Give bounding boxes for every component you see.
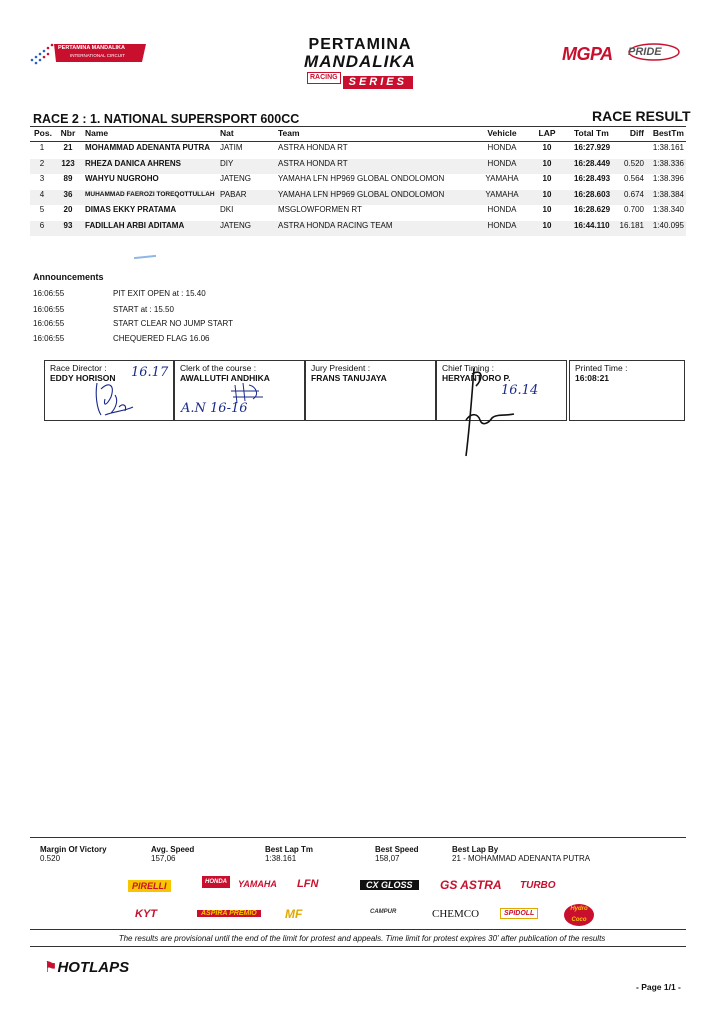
- row-best: 1:38.161: [652, 143, 684, 152]
- announcement-time: 16:06:55: [33, 305, 65, 314]
- clerk-label: Clerk of the course :: [180, 363, 257, 373]
- hotlaps-logo: [44, 958, 129, 976]
- col-name: Name: [85, 128, 109, 138]
- race-director-box: [44, 360, 174, 421]
- best-lap-time: [265, 845, 313, 863]
- race-director-handwritten: 16.17: [131, 365, 169, 380]
- chief-timing-label: Chief Timing :: [442, 363, 494, 373]
- col-diff: Diff: [629, 128, 644, 138]
- best-lap-by-label: Best Lap By: [452, 845, 499, 854]
- table-row: [30, 205, 686, 221]
- cx-gloss-logo: CX GLOSS: [360, 880, 419, 890]
- race-director-signature: [75, 375, 155, 419]
- announcement-message: CHEQUERED FLAG 16.06: [113, 334, 210, 343]
- mf-logo: MF: [285, 907, 303, 921]
- race-title: RACE 2 : 1. NATIONAL SUPERSPORT 600CC: [33, 112, 300, 126]
- row-vehicle: HONDA: [487, 143, 517, 152]
- printed-time-value: 16:08:21: [575, 373, 610, 383]
- row-nat: PABAR: [220, 189, 247, 199]
- row-best: 1:38.336: [652, 158, 684, 168]
- row-lap: 10: [542, 158, 552, 168]
- row-pos: 5: [39, 205, 45, 214]
- row-nat: JATENG: [220, 174, 251, 183]
- ink-mark: [134, 255, 156, 259]
- disclaimer-text: The results are provisional until the end of the limit for protest and appeals. Time limit for protest expires 30' after publication of the results: [118, 934, 606, 943]
- row-pos: 1: [39, 143, 45, 152]
- aspira-premio-logo: ASPIRA PREMIO: [197, 910, 261, 917]
- race-director-name: EDDY HORISON: [50, 373, 116, 383]
- best-lap-by: [452, 845, 590, 863]
- chief-timing-signature: [448, 364, 528, 460]
- chief-timing-handwritten: 16.14: [501, 383, 539, 398]
- row-nat: JATIM: [220, 143, 243, 152]
- margin-of-victory: [40, 845, 107, 863]
- pertamina-mandalika-racing-series-logo: [290, 36, 430, 96]
- table-row: [30, 143, 686, 159]
- hydro-coco-logo: Hydro Coco: [564, 904, 594, 926]
- jury-name: FRANS TANUJAYA: [311, 373, 387, 383]
- center-logo-racing: RACING: [307, 72, 341, 84]
- clerk-handwritten: A.N 16-16: [181, 401, 248, 416]
- row-name: MUHAMMAD FAEROZI TOREQOTTULLAH: [85, 190, 215, 198]
- row-name: DIMAS EKKY PRATAMA: [85, 205, 177, 214]
- row-vehicle: YAMAHA: [485, 174, 519, 183]
- row-diff: 0.674: [623, 189, 644, 199]
- center-logo-line2: MANDALIKA: [304, 52, 416, 71]
- row-name: RHEZA DANICA AHRENS: [85, 158, 181, 168]
- avg-speed: [151, 845, 194, 863]
- chief-timing-name: HERYANTORO P.: [442, 373, 511, 383]
- margin-label: Margin Of Victory: [40, 845, 107, 854]
- row-nat: JATENG: [220, 220, 251, 230]
- best-lap-by-value: 21 - MOHAMMAD ADENANTA PUTRA: [452, 854, 591, 863]
- pirelli-logo: PIRELLI: [128, 880, 171, 892]
- disclaimer-bottom-rule: [30, 946, 686, 947]
- row-team: ASTRA HONDA RACING TEAM: [278, 220, 393, 230]
- col-nbr: Nbr: [60, 128, 76, 138]
- honda-logo: HONDA: [202, 876, 230, 888]
- gs-astra-logo: GS ASTRA: [440, 878, 502, 892]
- header-rule: [30, 141, 686, 142]
- jury-box: [305, 360, 436, 421]
- pertamina-mandalika-circuit-logo: [28, 40, 150, 68]
- margin-value: 0.520: [40, 854, 61, 863]
- row-total: 16:44.110: [574, 220, 610, 230]
- row-diff: 0.564: [623, 174, 644, 183]
- best-speed-label: Best Speed: [375, 845, 419, 854]
- printed-time-label: Printed Time :: [575, 363, 628, 373]
- col-nat: Nat: [220, 128, 234, 138]
- row-nbr: 36: [63, 189, 73, 199]
- best-speed: [375, 845, 419, 863]
- kyt-logo: KYT: [135, 908, 157, 920]
- row-lap: 10: [542, 143, 552, 152]
- results-table-header: [30, 128, 686, 142]
- row-pos: 3: [39, 174, 45, 183]
- row-best: 1:40.095: [652, 220, 684, 230]
- row-best: 1:38.340: [652, 205, 684, 214]
- row-total: 16:28.493: [574, 174, 611, 183]
- row-pos: 2: [39, 158, 45, 168]
- disclaimer-top-rule: [30, 929, 686, 930]
- row-name: FADILLAH ARBI ADITAMA: [85, 220, 185, 230]
- row-total: 16:28.603: [574, 189, 611, 199]
- row-nat: DIY: [220, 158, 234, 168]
- pride-logo: [628, 46, 662, 58]
- hotlaps-text: HOTLAPS: [57, 959, 130, 976]
- best-lap-label: Best Lap Tm: [265, 845, 314, 854]
- row-vehicle: HONDA: [487, 205, 517, 214]
- yamaha-logo: YAMAHA: [238, 879, 277, 889]
- row-nbr: 20: [63, 205, 73, 214]
- table-row: [30, 174, 686, 190]
- row-vehicle: HONDA: [487, 220, 517, 230]
- printed-time-box: [569, 360, 685, 421]
- race-director-label: Race Director :: [50, 363, 107, 373]
- row-lap: 10: [542, 220, 552, 230]
- row-lap: 10: [542, 174, 552, 183]
- col-team: Team: [278, 128, 300, 138]
- campur-logo: CAMPUR: [370, 909, 397, 915]
- best-speed-value: 158,07: [375, 854, 400, 863]
- row-best: 1:38.384: [652, 189, 684, 199]
- row-team: YAMAHA LFN HP969 GLOBAL ONDOLOMON: [278, 174, 445, 183]
- clerk-box: [174, 360, 305, 421]
- row-diff: 0.700: [623, 205, 644, 214]
- row-nbr: 89: [63, 174, 73, 183]
- page-number: - Page 1/1 -: [636, 982, 681, 992]
- announcement-message: START CLEAR NO JUMP START: [113, 319, 234, 328]
- mgpa-logo: MGPA: [562, 44, 613, 64]
- announcement-time: 16:06:55: [33, 334, 65, 343]
- jury-label: Jury President :: [311, 363, 371, 373]
- title-rule: [30, 126, 686, 127]
- announcement-time: 16:06:55: [33, 319, 65, 328]
- avg-speed-value: 157,06: [151, 854, 176, 863]
- row-name: MOHAMMAD ADENANTA PUTRA: [85, 143, 211, 152]
- left-logo-line2: INTERNATIONAL CIRCUIT: [70, 53, 126, 58]
- row-total: 16:28.629: [574, 205, 611, 214]
- center-logo-line1: PERTAMINA: [308, 36, 412, 53]
- left-logo-line1: PERTAMINA MANDALIKA: [58, 45, 125, 51]
- row-best: 1:38.396: [652, 174, 684, 183]
- announcement-message: PIT EXIT OPEN at : 15.40: [113, 289, 206, 298]
- row-lap: 10: [542, 189, 552, 199]
- row-total: 16:28.449: [574, 158, 611, 168]
- announcements-title: Announcements: [33, 272, 104, 282]
- col-lap: LAP: [538, 128, 556, 138]
- table-row: [30, 159, 686, 175]
- row-total: 16:27.929: [574, 143, 611, 152]
- clerk-name: AWALLUTFI ANDHIKA: [180, 373, 270, 383]
- row-pos: 4: [39, 189, 45, 199]
- row-diff: 0.520: [623, 158, 644, 168]
- center-logo-series: SERIES: [343, 76, 413, 89]
- pride-logo-text: PRIDE: [628, 46, 662, 58]
- row-team: ASTRA HONDA RT: [278, 158, 348, 168]
- race-result-heading: RACE RESULT: [592, 108, 691, 124]
- lfn-logo: LFN: [297, 878, 319, 890]
- table-row: [30, 190, 686, 206]
- row-pos: 6: [39, 220, 45, 230]
- row-nbr: 21: [63, 143, 73, 152]
- spidoll-logo: SPIDOLL: [500, 908, 538, 919]
- turbo-logo: TURBO: [520, 880, 556, 891]
- row-team: YAMAHA LFN HP969 GLOBAL ONDOLOMON: [278, 189, 445, 199]
- row-nbr: 93: [63, 220, 73, 230]
- col-total: Total Tm: [574, 128, 609, 138]
- col-pos: Pos.: [34, 128, 52, 138]
- col-best: BestTm: [652, 128, 684, 138]
- row-nbr: 123: [61, 158, 75, 168]
- row-name: WAHYU NUGROHO: [85, 174, 159, 183]
- row-nat: DKI: [220, 205, 234, 214]
- row-diff: 16.181: [619, 220, 644, 230]
- avg-speed-label: Avg. Speed: [151, 845, 195, 854]
- best-lap-value: 1:38.161: [265, 854, 297, 863]
- table-row: [30, 221, 686, 237]
- row-vehicle: HONDA: [487, 158, 517, 168]
- clerk-signature: [229, 381, 269, 407]
- chemco-logo: CHEMCO: [432, 908, 480, 920]
- row-lap: 10: [542, 205, 552, 214]
- row-team: ASTRA HONDA RT: [278, 143, 348, 152]
- announcement-time: 16:06:55: [33, 289, 65, 298]
- col-vehicle: Vehicle: [487, 128, 517, 138]
- row-vehicle: YAMAHA: [485, 189, 519, 199]
- announcement-message: START at : 15.50: [113, 305, 174, 314]
- row-team: MSGLOWFORMEN RT: [278, 205, 362, 214]
- hotlaps-flag-icon: ⚑: [44, 959, 58, 976]
- stats-top-rule: [30, 837, 686, 838]
